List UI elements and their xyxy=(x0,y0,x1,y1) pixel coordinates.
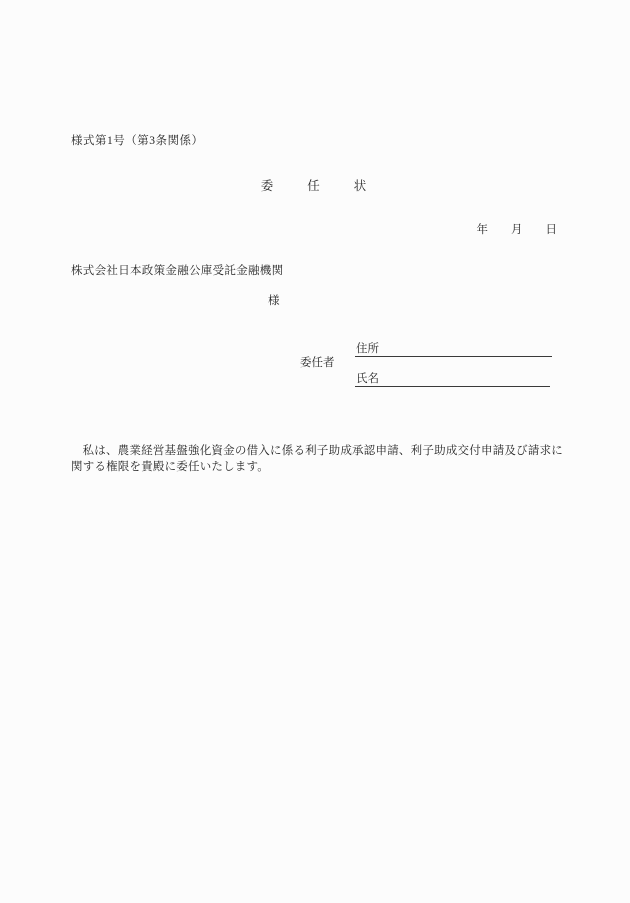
name-label: 氏名 xyxy=(356,373,379,385)
addressee-name: 株式会社日本政策金融公庫受託金融機関 xyxy=(71,265,284,277)
date-line: 年 月 日 xyxy=(476,224,557,236)
form-number: 様式第1号（第3条関係） xyxy=(71,135,204,147)
delegation-clause: 私は、農業経営基盤強化資金の借入に係る利子助成承認申請、利子助成交付申請及び請求に関する権限を貴殿に委任いたします。 xyxy=(71,445,563,473)
document-title: 委 任 状 xyxy=(260,179,370,193)
mandator-label: 委任者 xyxy=(300,357,335,369)
address-fill-line xyxy=(355,341,552,357)
address-label: 住所 xyxy=(356,343,379,355)
addressee-honorific: 様 xyxy=(268,295,280,307)
name-fill-line xyxy=(355,371,550,387)
